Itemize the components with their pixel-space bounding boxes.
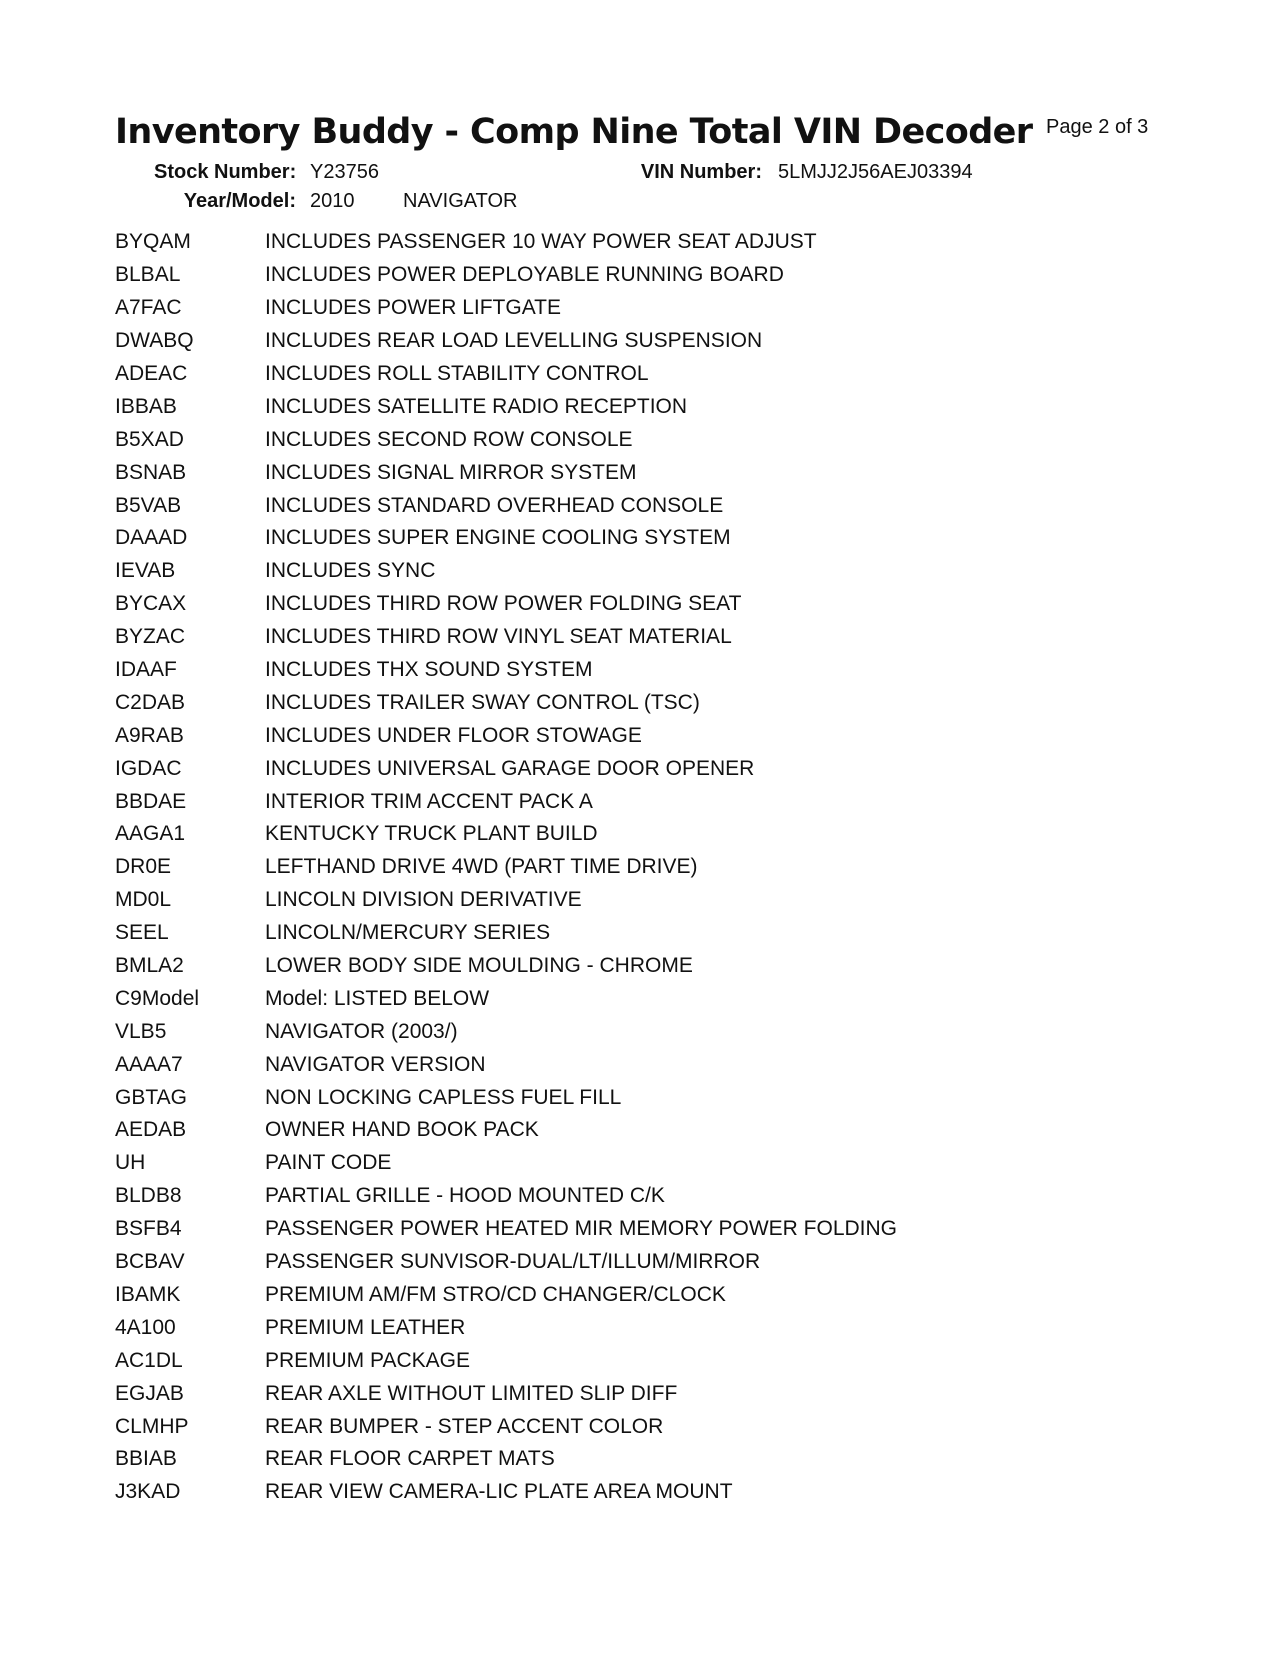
option-description: PAINT CODE [265, 1151, 392, 1175]
option-row [115, 884, 1215, 917]
option-row [115, 1476, 1215, 1509]
option-code: BMLA2 [115, 954, 184, 978]
option-row [115, 1344, 1215, 1377]
option-row [115, 917, 1215, 950]
option-description: NON LOCKING CAPLESS FUEL FILL [265, 1085, 622, 1109]
option-row [115, 950, 1215, 983]
option-code: IEVAB [115, 559, 176, 583]
option-row [115, 1213, 1215, 1246]
option-row [115, 1015, 1215, 1048]
option-description: INCLUDES POWER DEPLOYABLE RUNNING BOARD [265, 263, 784, 287]
option-code: CLMHP [115, 1414, 189, 1438]
option-code: IDAAF [115, 658, 177, 682]
option-description: LINCOLN/MERCURY SERIES [265, 921, 551, 945]
option-row [115, 358, 1215, 391]
option-row [115, 1147, 1215, 1180]
year-model-label: Year/Model: [183, 190, 296, 212]
page-number: Page 2 of 3 [1046, 116, 1149, 138]
option-row [115, 522, 1215, 555]
option-description: INCLUDES STANDARD OVERHEAD CONSOLE [265, 493, 724, 517]
option-code: IGDAC [115, 756, 182, 780]
option-code: BSNAB [115, 460, 187, 484]
option-row [115, 1180, 1215, 1213]
option-code: IBAMK [115, 1282, 181, 1306]
option-row [115, 1081, 1215, 1114]
option-row [115, 555, 1215, 588]
option-code: BCBAV [115, 1250, 185, 1274]
options-list [115, 226, 1215, 1509]
option-row [115, 259, 1215, 292]
option-description: INCLUDES SUPER ENGINE COOLING SYSTEM [265, 526, 731, 550]
model-value: NAVIGATOR [403, 190, 518, 212]
option-description: INCLUDES TRAILER SWAY CONTROL (TSC) [265, 690, 700, 714]
option-code: VLB5 [115, 1019, 167, 1043]
option-code: BBIAB [115, 1447, 177, 1471]
option-row [115, 390, 1215, 423]
option-row [115, 654, 1215, 687]
option-description: INCLUDES SATELLITE RADIO RECEPTION [265, 394, 688, 418]
option-description: REAR FLOOR CARPET MATS [265, 1447, 555, 1471]
option-row [115, 851, 1215, 884]
option-row [115, 1114, 1215, 1147]
option-code: C2DAB [115, 690, 186, 714]
option-description: PREMIUM LEATHER [265, 1315, 466, 1339]
option-description: PREMIUM AM/FM STRO/CD CHANGER/CLOCK [265, 1282, 726, 1306]
option-code: C9Model [115, 986, 200, 1010]
option-row [115, 982, 1215, 1015]
option-code: BSFB4 [115, 1217, 182, 1241]
option-row [115, 456, 1215, 489]
option-code: BLDB8 [115, 1184, 182, 1208]
option-row [115, 588, 1215, 621]
option-code: EGJAB [115, 1381, 184, 1405]
option-row [115, 489, 1215, 522]
option-description: INCLUDES UNDER FLOOR STOWAGE [265, 723, 642, 747]
stock-number-value: Y23756 [310, 161, 379, 183]
vin-number-label: VIN Number: [640, 161, 762, 183]
option-row [115, 785, 1215, 818]
option-description: INCLUDES ROLL STABILITY CONTROL [265, 362, 649, 385]
option-code: B5VAB [115, 493, 182, 517]
option-description: NAVIGATOR VERSION [265, 1052, 486, 1076]
option-description: INCLUDES THIRD ROW POWER FOLDING SEAT [265, 592, 742, 616]
option-row [115, 1246, 1215, 1279]
option-description: REAR VIEW CAMERA-LIC PLATE AREA MOUNT [265, 1480, 733, 1504]
option-row [115, 1410, 1215, 1443]
option-code: 4A100 [115, 1315, 176, 1339]
option-row [115, 1048, 1215, 1081]
option-row [115, 325, 1215, 358]
option-description: NAVIGATOR (2003/) [265, 1019, 458, 1043]
option-row [115, 752, 1215, 785]
option-description: LEFTHAND DRIVE 4WD (PART TIME DRIVE) [265, 855, 698, 879]
option-code: DAAAD [115, 526, 188, 550]
option-code: A7FAC [115, 296, 182, 320]
option-description: INCLUDES UNIVERSAL GARAGE DOOR OPENER [265, 756, 755, 780]
option-description: INTERIOR TRIM ACCENT PACK A [265, 789, 593, 813]
option-row [115, 719, 1215, 752]
option-code: AEDAB [115, 1118, 187, 1142]
option-code: DR0E [115, 855, 172, 879]
option-row [115, 1377, 1215, 1410]
option-description: PARTIAL GRILLE - HOOD MOUNTED C/K [265, 1184, 665, 1208]
option-code: BYZAC [115, 625, 186, 649]
option-code: BYCAX [115, 592, 187, 616]
option-code: AAGA1 [115, 822, 186, 846]
option-description: PASSENGER SUNVISOR-DUAL/LT/ILLUM/MIRROR [265, 1250, 761, 1274]
option-description: INCLUDES SYNC [265, 559, 436, 583]
option-row [115, 1311, 1215, 1344]
option-row [115, 1443, 1215, 1476]
option-description: KENTUCKY TRUCK PLANT BUILD [265, 822, 598, 846]
option-row [115, 292, 1215, 325]
option-row [115, 686, 1215, 719]
option-code: DWABQ [115, 329, 194, 353]
option-code: BYQAM [115, 230, 191, 254]
option-description: INCLUDES REAR LOAD LEVELLING SUSPENSION [265, 329, 763, 353]
option-code: BBDAE [115, 789, 187, 813]
option-description: REAR BUMPER - STEP ACCENT COLOR [265, 1414, 664, 1438]
option-description: LOWER BODY SIDE MOULDING - CHROME [265, 954, 693, 978]
option-code: A9RAB [115, 723, 184, 747]
option-description: INCLUDES THIRD ROW VINYL SEAT MATERIAL [265, 625, 732, 649]
option-description: LINCOLN DIVISION DERIVATIVE [265, 888, 582, 912]
option-code: ADEAC [115, 362, 188, 385]
option-row [115, 423, 1215, 456]
option-description: REAR AXLE WITHOUT LIMITED SLIP DIFF [265, 1381, 678, 1405]
option-code: UH [115, 1151, 146, 1175]
option-code: MD0L [115, 888, 172, 912]
option-code: B5XAD [115, 427, 184, 451]
option-description: INCLUDES PASSENGER 10 WAY POWER SEAT ADJUST [265, 230, 817, 254]
option-code: SEEL [115, 921, 169, 945]
option-description: INCLUDES SECOND ROW CONSOLE [265, 427, 633, 451]
option-row [115, 226, 1215, 259]
option-code: GBTAG [115, 1085, 187, 1109]
stock-number-label: Stock Number: [154, 161, 297, 183]
option-code: IBBAB [115, 394, 177, 418]
option-row [115, 1279, 1215, 1312]
year-value: 2010 [310, 190, 355, 212]
option-description: INCLUDES POWER LIFTGATE [265, 296, 561, 320]
option-description: INCLUDES THX SOUND SYSTEM [265, 658, 593, 682]
option-code: BLBAL [115, 263, 181, 287]
option-description: OWNER HAND BOOK PACK [265, 1118, 539, 1142]
option-description: Model: LISTED BELOW [265, 986, 490, 1010]
option-description: PREMIUM PACKAGE [265, 1348, 470, 1372]
option-code: AC1DL [115, 1348, 183, 1372]
option-row [115, 818, 1215, 851]
option-code: J3KAD [115, 1480, 181, 1504]
page-title: Inventory Buddy - Comp Nine Total VIN Decoder [115, 112, 1033, 152]
option-row [115, 621, 1215, 654]
option-code: AAAA7 [115, 1052, 183, 1076]
option-description: PASSENGER POWER HEATED MIR MEMORY POWER FOLDING [265, 1217, 898, 1241]
vin-number-value: 5LMJJ2J56AEJ03394 [778, 161, 973, 183]
option-description: INCLUDES SIGNAL MIRROR SYSTEM [265, 460, 637, 484]
